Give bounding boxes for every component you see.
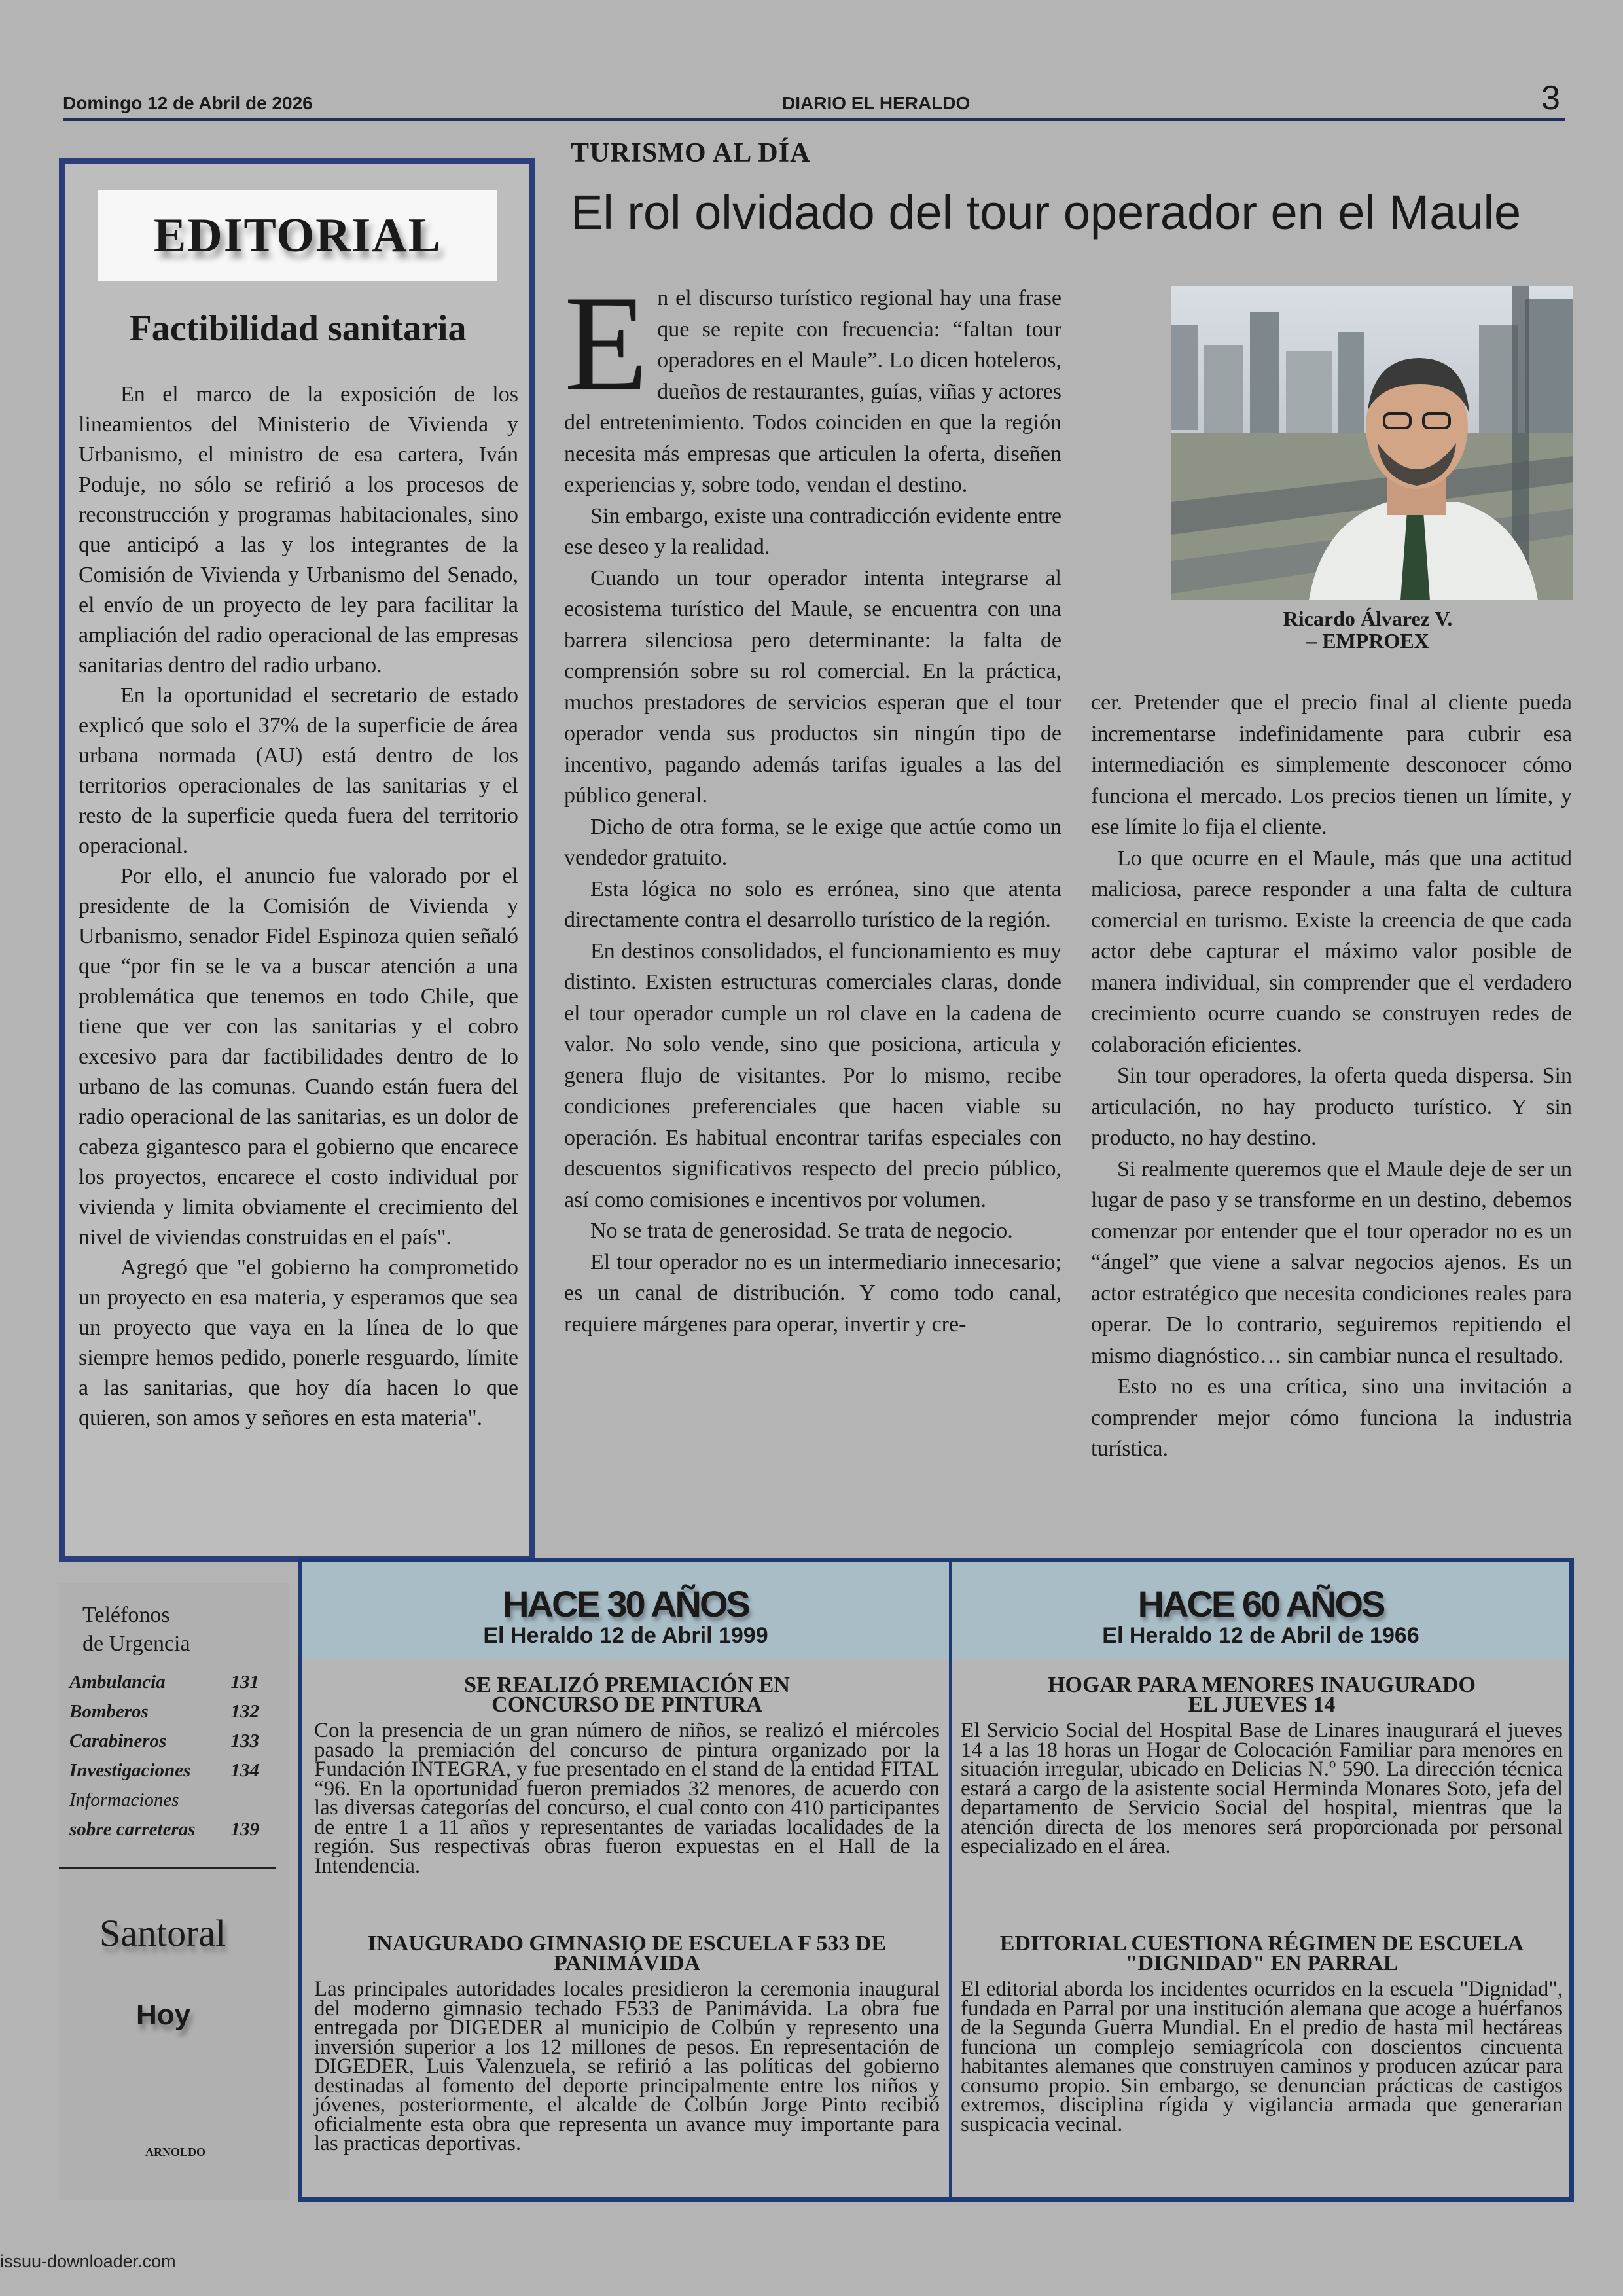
- emergency-title-line: Teléfonos: [82, 1603, 170, 1627]
- article-paragraph-text: n el discurso turístico regional hay una frase que se repite con frecuencia: “faltan tour operadores en el Maule”. Lo dicen hoteleros, dueños de restaurantes, guías, viñas y actores del entretenimiento. Todos coinciden en que la región necesita más empresas que articulen la oferta, diseñen experiencias y, sobre todo, vendan el destino.: [564, 286, 1061, 497]
- article-paragraph: Dicho de otra forma, se le exige que actúe como un vendedor gratuito.: [564, 814, 1061, 870]
- service-number: 139: [230, 1819, 259, 1840]
- story-body: Con la presencia de un gran número de niños, se realizó el miércoles pasado la premiación del concurso de pintura organizado por la Fundación INTEGRA, y fue presentado en el stand de la entidad FITAL “96. En la oportunidad fueron premiados 32 menores, de acuerdo con las diversas categorías del concurso, el cual conto con 410 participantes de entre 1 a 11 años y representantes de variadas localidades de la región. Sus respectivas obras fueron expuestas en el Hall de la Intendencia.: [314, 1719, 940, 1878]
- list-item: [69, 1815, 259, 1844]
- editorial-paragraph: Por ello, el anuncio fue valorado por el presidente de la Comisión de Vivienda y Urbanismo, senador Fidel Espinoza quien señaló que “por fin se le va a buscar atención a una problemática que tenemos en todo Chile, que tiene que ver con las sanitarias y el cobro excesivo para dar factibilidades dentro de lo urbano de las comunas. Cuando están fuera del radio operacional de las sanitarias, es un dolor de cabeza gigantesco para el gobierno que encarece los proyectos, encarece el costo individual por vivienda y limita obviamente el crecimiento del nivel de viviendas construidas en el país".: [79, 864, 518, 1249]
- article-paragraph: cer. Pretender que el precio final al cliente pueda incrementarse indefinidamente para cubrir esa intermediación es simplemente desconocer cómo funciona el mercado. Los precios tienen un límite, y ese límite lo fija el cliente.: [1091, 691, 1572, 839]
- list-item: [69, 1668, 259, 1697]
- issue-date: Domingo 12 de Abril de 2026: [63, 93, 313, 113]
- list-item: [69, 1756, 259, 1785]
- page-number: 3: [1541, 79, 1560, 117]
- info-label: Informaciones: [69, 1789, 179, 1810]
- service-number: 133: [230, 1731, 259, 1751]
- story-title-line: EDITORIAL CUESTIONA RÉGIMEN DE ESCUELA: [999, 1931, 1524, 1956]
- history-divider: [949, 1558, 952, 2202]
- story-title: [961, 1673, 1563, 1717]
- article-paragraph: El tour operador no es un intermediario innecesario; es un canal de distribución. Y como todo canal, requiere márgenes para operar, invertir y cre-: [564, 1249, 1061, 1336]
- article-paragraph: Esto no es una crítica, sino una invitación a comprender mejor cómo funciona la industria turística.: [1091, 1374, 1572, 1461]
- santoral-today: Hoy: [136, 1999, 191, 2031]
- service-name: Bomberos: [69, 1701, 149, 1722]
- service-name: Investigaciones: [69, 1760, 191, 1781]
- divider: [59, 1867, 276, 1869]
- santoral-name: ARNOLDO: [145, 2145, 206, 2159]
- service-name: Carabineros: [69, 1731, 167, 1751]
- editorial-paragraph: En la oportunidad el secretario de estado explicó que solo el 37% de la superficie de área urbana normada (AU) está dentro de los territorios operacionales de las sanitarias y el resto de la superficie queda fuera del territorio operacional.: [79, 683, 518, 858]
- service-number: 131: [230, 1672, 259, 1693]
- hace-30-heading: HACE 30 AÑOS: [503, 1583, 749, 1624]
- story-title: [961, 1931, 1563, 1975]
- service-name: sobre carreteras: [69, 1819, 196, 1840]
- article-paragraph: Cuando un tour operador intenta integrarse al ecosistema turístico del Maule, se encuentra con una barrera silenciosa pero determinante: la falta de comprensión sobre su rol comercial. En la práctica, muchos prestadores de servicios esperan que el tour operador venda sus productos sin ningún tipo de incentivo, pagando además tarifas iguales a las del público general.: [564, 565, 1061, 808]
- article-paragraph: Si realmente queremos que el Maule deje de ser un lugar de paso y se transforme en un destino, debemos comenzar por entender que el tour operador no es un “ángel” que viene a salvar negocios ajenos. Es un actor estratégico que necesita condiciones reales para operar. De lo contrario, seguiremos repitiendo el mismo diagnóstico… sin cambiar nunca el resultado.: [1091, 1157, 1572, 1368]
- header-rule: [63, 118, 1565, 121]
- drop-cap: E: [564, 268, 649, 420]
- article-paragraph: Lo que ocurre en el Maule, más que una actitud maliciosa, parece responder a una falta de cultura comercial en turismo. Existe la creencia de que cada actor debe capturar el máximo valor posible de manera individual, sin comprender que el verdadero crecimiento ocurre cuando se construyen redes de colaboración eficientes.: [1091, 846, 1572, 1057]
- article-paragraph: Esta lógica no solo es errónea, sino que atenta directamente contra el desarrollo turístico de la región.: [564, 876, 1061, 932]
- emergency-phones-list: [69, 1668, 259, 1844]
- hace-60-heading: HACE 60 AÑOS: [1137, 1583, 1384, 1624]
- story-title-line: SE REALIZÓ PREMIACIÓN EN: [464, 1673, 790, 1697]
- editorial-paragraph: Agregó que "el gobierno ha comprometido un proyecto en esa materia, y esperamos que sea un proyecto que vaya en la línea de lo que siempre hemos pedido, ponerle resguardo, límite a las sanitarias, que hoy día hacen lo que quieren, son amos y señores en esta materia".: [79, 1255, 518, 1430]
- hace-30-subheading: El Heraldo 12 de Abril 1999: [483, 1623, 768, 1648]
- emergency-phones-title: [82, 1601, 190, 1659]
- article-column-1: [564, 268, 1061, 1340]
- watermark: issuu-downloader.com: [0, 2251, 176, 2271]
- service-name: Ambulancia: [69, 1672, 166, 1693]
- editorial-label: EDITORIAL: [98, 190, 497, 281]
- story-body: El editorial aborda los incidentes ocurridos en la escuela "Dignidad", fundada en Parral por una institución alemana que acoge a huérfanos de la Segunda Guerra Mundial. En el predio de hasta mil hectáreas funciona un complejo semiagrícola con doscientos cincuenta habitantes alemanes que construyen caminos y producen azúcar para consumo propio. Sin embargo, se denuncian prácticas de castigos extremos, disciplina rígida y vigilancia armada que generarían suspicacia vecinal.: [961, 1977, 1563, 2136]
- list-item: [69, 1727, 259, 1756]
- list-item: [69, 1697, 259, 1727]
- article-paragraph: Sin embargo, existe una contradicción evidente entre ese deseo y la realidad.: [564, 503, 1061, 559]
- editorial-paragraph: En el marco de la exposición de los lineamientos del Ministerio de Vivienda y Urbanismo, el ministro de esa cartera, Iván Poduje, no sólo se refirió a los procesos de reconstrucción y programas habitacionales, sino que anticipó a las y los integrantes de la Comisión de Vivienda y Urbanismo del Senado, el envío de un proyecto de ley para facilitar la ampliación del radio operacional de las empresas sanitarias dentro del radio urbano.: [79, 382, 518, 677]
- santoral-title: Santoral: [99, 1912, 226, 1954]
- story-title-line: PANIMÁVIDA: [553, 1951, 701, 1975]
- service-number: 132: [230, 1701, 259, 1722]
- newspaper-name: DIARIO EL HERALDO: [782, 93, 971, 113]
- author-caption: [1198, 607, 1538, 652]
- article-paragraph-first: [564, 268, 1061, 501]
- author-org: – EMPROEX: [1306, 629, 1429, 653]
- story-title: [314, 1931, 940, 1975]
- author-name: Ricardo Álvarez V.: [1283, 607, 1453, 630]
- article-paragraph: En destinos consolidados, el funcionamiento es muy distinto. Existen estructuras comerciales claras, donde el tour operador cumple un rol clave en la cadena de valor. No solo vende, sino que posiciona, articula y genera flujo de visitantes. Por lo mismo, recibe condiciones preferenciales que hacen viable su operación. Es habitual encontrar tarifas especiales con descuentos significativos respecto del precio público, así como comisiones e incentivos por volumen.: [564, 939, 1061, 1212]
- editorial-title: Factibilidad sanitaria: [129, 308, 467, 349]
- editorial-body: [79, 380, 518, 1433]
- story-title-line: INAUGURADO GIMNASIO DE ESCUELA F 533 DE: [367, 1931, 887, 1956]
- article-paragraph: Sin tour operadores, la oferta queda dispersa. Sin articulación, no hay producto turístico. Y sin producto, no hay destino.: [1091, 1064, 1572, 1150]
- story-body: El Servicio Social del Hospital Base de Linares inaugurará el jueves 14 a las 18 horas un Hogar de Colocación Familiar para menores en situación irregular, ubicado en Delicias N.º 590. La dirección técnica estará a cargo de la asistente social Herminda Monares Soto, jefa del departamento de Servicio Social del hospital, mientras que la atención directa de los menores será proporcionada por personal especializado en el área.: [961, 1719, 1563, 1858]
- section-kicker: TURISMO AL DÍA: [571, 138, 811, 168]
- story-title-line: HOGAR PARA MENORES INAUGURADO: [1048, 1673, 1476, 1697]
- article-paragraph: No se trata de generosidad. Se trata de negocio.: [590, 1219, 1013, 1243]
- story-title-line: "DIGNIDAD" EN PARRAL: [1125, 1951, 1399, 1975]
- author-photo: [1171, 286, 1573, 600]
- story-title-line: EL JUEVES 14: [1188, 1693, 1336, 1717]
- story-title-line: CONCURSO DE PINTURA: [491, 1693, 762, 1717]
- article-column-2: [1091, 687, 1572, 1465]
- emergency-title-line: de Urgencia: [82, 1632, 190, 1656]
- story-title: [314, 1673, 940, 1717]
- service-number: 134: [230, 1760, 259, 1781]
- story-body: Las principales autoridades locales presidieron la ceremonia inaugural del moderno gimnasio techado F533 de Panimávida. La obra fue entregada por DIGEDER al municipio de Colbún y represento una inversión superior a los 12 millones de pesos. En representación de DIGEDER, Luis Valenzuela, se refirió a las políticas del gobierno destinadas al fomento del deporte principalmente entre los niños y jóvenes, posteriormente, el alcalde de Colbún Jorge Pinto recibió oficialmente esta obra que representa un avance muy importante para las practicas deportivas.: [314, 1977, 940, 2155]
- article-headline: El rol olvidado del tour operador en el Maule: [571, 185, 1522, 240]
- hace-60-subheading: El Heraldo 12 de Abril de 1966: [1102, 1623, 1419, 1648]
